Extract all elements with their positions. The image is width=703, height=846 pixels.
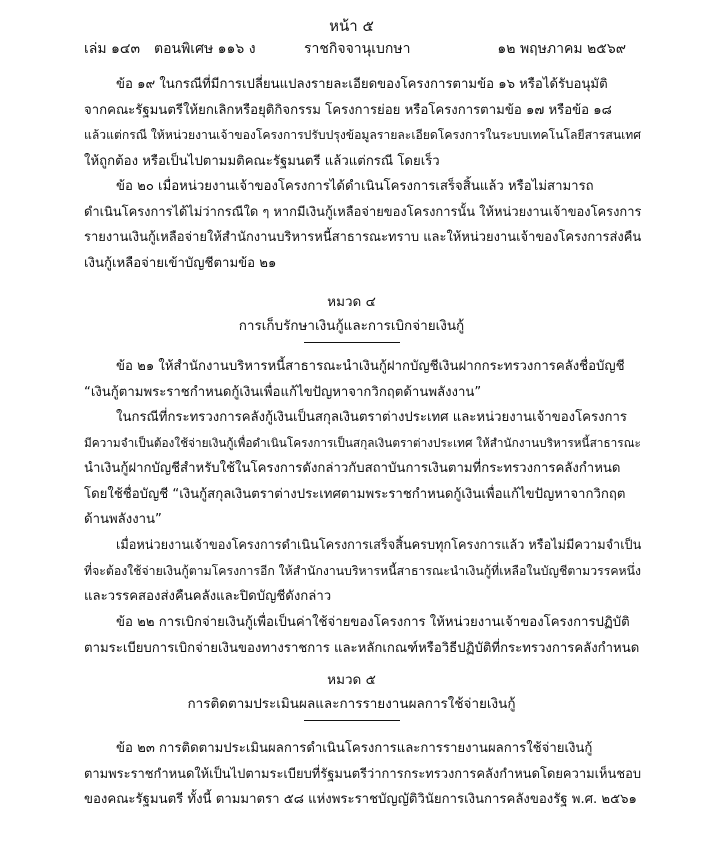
text-line: ให้ถูกต้อง หรือเป็นไปตามมติคณะรัฐมนตรี แล้วแต่กรณี โดยเร็ว <box>84 153 440 169</box>
clause-20 <box>84 174 644 276</box>
clause-21-paragraph-3 <box>84 533 644 610</box>
text-line: ข้อ ๑๙ ในกรณีที่มีการเปลี่ยนแปลงรายละเอียดของโครงการตามข้อ ๑๖ หรือได้รับอนุมัติ <box>116 77 608 92</box>
clause-19 <box>84 72 644 174</box>
text-line: ของคณะรัฐมนตรี ทั้งนี้ ตามมาตรา ๕๘ แห่งพระราชบัญญัติวินัยการเงินการคลังของรัฐ พ.ศ. ๒๕๖๑ <box>84 792 637 807</box>
text-line: “เงินกู้ตามพระราชกำหนดกู้เงินเพื่อแก้ไขปัญหาจากวิกฤตด้านพลังงาน” <box>84 384 482 400</box>
chapter-number: หมวด ๕ <box>327 672 376 688</box>
text-line: ด้านพลังงาน” <box>84 512 162 527</box>
text-line: ตามพระราชกำหนดให้เป็นไปตามระเบียบที่รัฐมนตรีว่าการกระทรวงการคลังกำหนดโดยความเห็นชอบ <box>84 766 642 782</box>
text-line: ข้อ ๒๐ เมื่อหน่วยงานเจ้าของโครงการได้ดำเนินโครงการเสร็จสิ้นแล้ว หรือไม่สามารถ <box>116 179 594 194</box>
clause-19-paragraph <box>84 72 644 174</box>
text-line: ดำเนินโครงการได้ไม่ว่ากรณีใด ๆ หากมีเงินกู้เหลือจ่ายของโครงการนั้น ให้หน่วยงานเจ้าของโครงการ <box>84 204 642 220</box>
clause-23 <box>84 736 644 813</box>
chapter-4-heading <box>0 290 703 338</box>
chapter-title: การเก็บรักษาเงินกู้และการเบิกจ่ายเงินกู้ <box>238 318 465 334</box>
text-line: เมื่อหน่วยงานเจ้าของโครงการดำเนินโครงการเสร็จสิ้นครบทุกโครงการแล้ว หรือไม่มีความจำเป็น <box>116 538 642 553</box>
chapter-number: หมวด ๔ <box>327 294 376 310</box>
text-line: จากคณะรัฐมนตรีให้ยกเลิกหรือยุติกิจกรรม โครงการย่อย หรือโครงการตามข้อ ๑๗ หรือข้อ ๑๘ <box>84 102 612 118</box>
account-closing-paragraph <box>84 533 644 610</box>
clause-20-paragraph <box>84 174 644 276</box>
text-line: ข้อ ๒๑ ให้สำนักงานบริหารหนี้สาธารณะนำเงินกู้ฝากบัญชีเงินฝากกระทรวงการคลังชื่อบัญชี <box>116 359 625 374</box>
chapter-5-heading <box>0 668 703 716</box>
text-line: และวรรคสองส่งคืนคลังและปิดบัญชีดังกล่าว <box>84 589 332 604</box>
text-line: ตามระเบียบการเบิกจ่ายเงินของทางราชการ และหลักเกณฑ์หรือวิธีปฏิบัติที่กระทรวงการคลังกำหนด <box>84 640 640 656</box>
gazette-header <box>84 38 626 58</box>
text-line: เงินกู้เหลือจ่ายเข้าบัญชีตามข้อ ๒๑ <box>84 255 277 271</box>
text-line: ข้อ ๒๒ การเบิกจ่ายเงินกู้เพื่อเป็นค่าใช้จ่ายของโครงการ ให้หน่วยงานเจ้าของโครงการปฏิบัติ <box>116 615 630 630</box>
clause-22-paragraph <box>84 610 644 661</box>
gazette-name: ราชกิจจานุเบกษา <box>304 41 411 57</box>
clause-21 <box>84 354 644 405</box>
clause-21-paragraph-2 <box>84 405 644 533</box>
text-line: มีความจำเป็นต้องใช้จ่ายเงินกู้เพื่อดำเนินโครงการเป็นสกุลเงินตราต่างประเทศ ให้สำนักงานบริหารหนี้สาธารณะ <box>84 435 641 450</box>
text-line: รายงานเงินกู้เหลือจ่ายให้สำนักงานบริหารหนี้สาธารณะทราบ และให้หน่วยงานเจ้าของโครงการส่งคืน <box>84 230 642 245</box>
text-line: นำเงินกู้ฝากบัญชีสำหรับใช้ในโครงการดังกล่าวกับสถาบันการเงินตามที่กระทรวงการคลังกำหนด <box>84 461 621 476</box>
volume-number: เล่ม ๑๔๓ <box>84 41 141 57</box>
section-number: ตอนพิเศษ ๑๑๖ ง <box>154 41 256 57</box>
clause-22 <box>84 610 644 661</box>
clause-23-paragraph <box>84 736 644 813</box>
foreign-currency-paragraph <box>84 405 644 533</box>
text-line: ข้อ ๒๓ การติดตามประเมินผลการดำเนินโครงการและการรายงานผลการใช้จ่ายเงินกู้ <box>116 741 593 756</box>
text-line: ที่จะต้องใช้จ่ายเงินกู้ตามโครงการอีก ให้สำนักงานบริหารหนี้สาธารณะนำเงินกู้ที่เหลือในบัญชีตามวรรคหนึ่ง <box>84 563 641 578</box>
clause-21-paragraph <box>84 354 644 405</box>
text-line: ในกรณีที่กระทรวงการคลังกู้เงินเป็นสกุลเงินตราต่างประเทศ และหน่วยงานเจ้าของโครงการ <box>116 410 627 425</box>
chapter-divider <box>304 342 400 343</box>
text-line: แล้วแต่กรณี ให้หน่วยงานเจ้าของโครงการปรับปรุงข้อมูลรายละเอียดโครงการในระบบเทคโนโลยีสารสนเทศ <box>84 128 642 142</box>
text-line: โดยใช้ชื่อบัญชี “เงินกู้สกุลเงินตราต่างประเทศตามพระราชกำหนดกู้เงินเพื่อแก้ไขปัญหาจากวิกฤต <box>84 486 626 502</box>
page-number: หน้า ๕ <box>329 17 374 35</box>
publication-date: ๑๒ พฤษภาคม ๒๕๖๙ <box>497 41 626 57</box>
chapter-title: การติดตามประเมินผลและการรายงานผลการใช้จ่ายเงินกู้ <box>187 696 516 712</box>
chapter-divider <box>304 720 400 721</box>
